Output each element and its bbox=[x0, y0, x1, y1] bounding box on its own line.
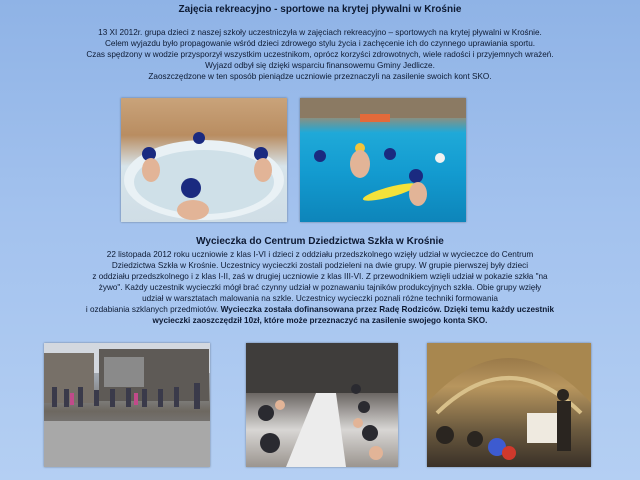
photo-outside bbox=[44, 343, 210, 467]
section-pool-text bbox=[0, 27, 640, 82]
text-line bbox=[0, 304, 640, 315]
section-glass-text bbox=[0, 249, 640, 326]
photo-pool bbox=[300, 98, 466, 222]
section-glass-title: Wycieczka do Centrum Dziedzictwa Szkła w Krośnie bbox=[196, 236, 444, 247]
text-fragment: i ozdabiania szklanych przedmiotów. bbox=[85, 305, 221, 314]
text-line: żywo". Każdy uczestnik wycieczki mógł brać czynny udział w poznawaniu tajników produkcyjnych szkła. Obie grupy wzięły bbox=[98, 283, 542, 292]
text-line: Wyjazd odbył się dzięki wsparciu finansowemu Gminy Jedlicze. bbox=[205, 61, 435, 70]
text-line: 13 XI 2012r. grupa dzieci z naszej szkoły uczestniczyła w zajęciach rekreacyjno – sportowych na krytej pływalni w Krośnie. bbox=[98, 28, 542, 37]
text-line: 22 listopada 2012 roku uczniowie z klas I-VI i dzieci z oddziału przedszkolnego wzięły udział w wycieczce do Centrum bbox=[106, 250, 534, 259]
section-pool-title: Zajęcia rekreacyjno - sportowe na krytej pływalni w Krośnie bbox=[178, 4, 462, 15]
text-line: udział w warsztatach malowania na szkle. Uczestnicy wycieczki poznali różne techniki formowania bbox=[142, 294, 498, 303]
photo-cellar bbox=[427, 343, 591, 467]
photo-jacuzzi bbox=[121, 98, 287, 222]
text-line: Dziedzictwa Szkła w Krośnie. Uczestnicy wycieczki zostali podzieleni na dwie grupy. W grupie pierwszej były dzieci bbox=[111, 261, 529, 270]
text-fragment-bold: Wycieczka została dofinansowana przez Radę Rodziców. Dzięki temu każdy uczestnik bbox=[220, 305, 555, 314]
photo-tables bbox=[246, 343, 398, 467]
text-line-bold: wycieczki zaoszczędził 10zł, które może przeznaczyć na zasilenie swojego konta SKO. bbox=[152, 316, 488, 325]
text-line: Zaoszczędzone w ten sposób pieniądze uczniowie przeznaczyli na zasilenie swoich kont SKO. bbox=[148, 72, 492, 81]
text-line: z oddziału przedszkolnego i z klas I-II, zaś w drugiej uczniowie z klas III-VI. Z przewodnikiem wzięli udział w pokazie szkła "na bbox=[92, 272, 548, 281]
text-line: Czas spędzony w wodzie przysporzył wszystkim uczestnikom, oprócz korzyści zdrowotnych, wiele radości i przyjemnych wrażeń. bbox=[86, 50, 554, 59]
text-line: Celem wyjazdu było propagowanie wśród dzieci zdrowego stylu życia i zachęcenie ich do czynnego uprawiania sportu. bbox=[104, 39, 536, 48]
